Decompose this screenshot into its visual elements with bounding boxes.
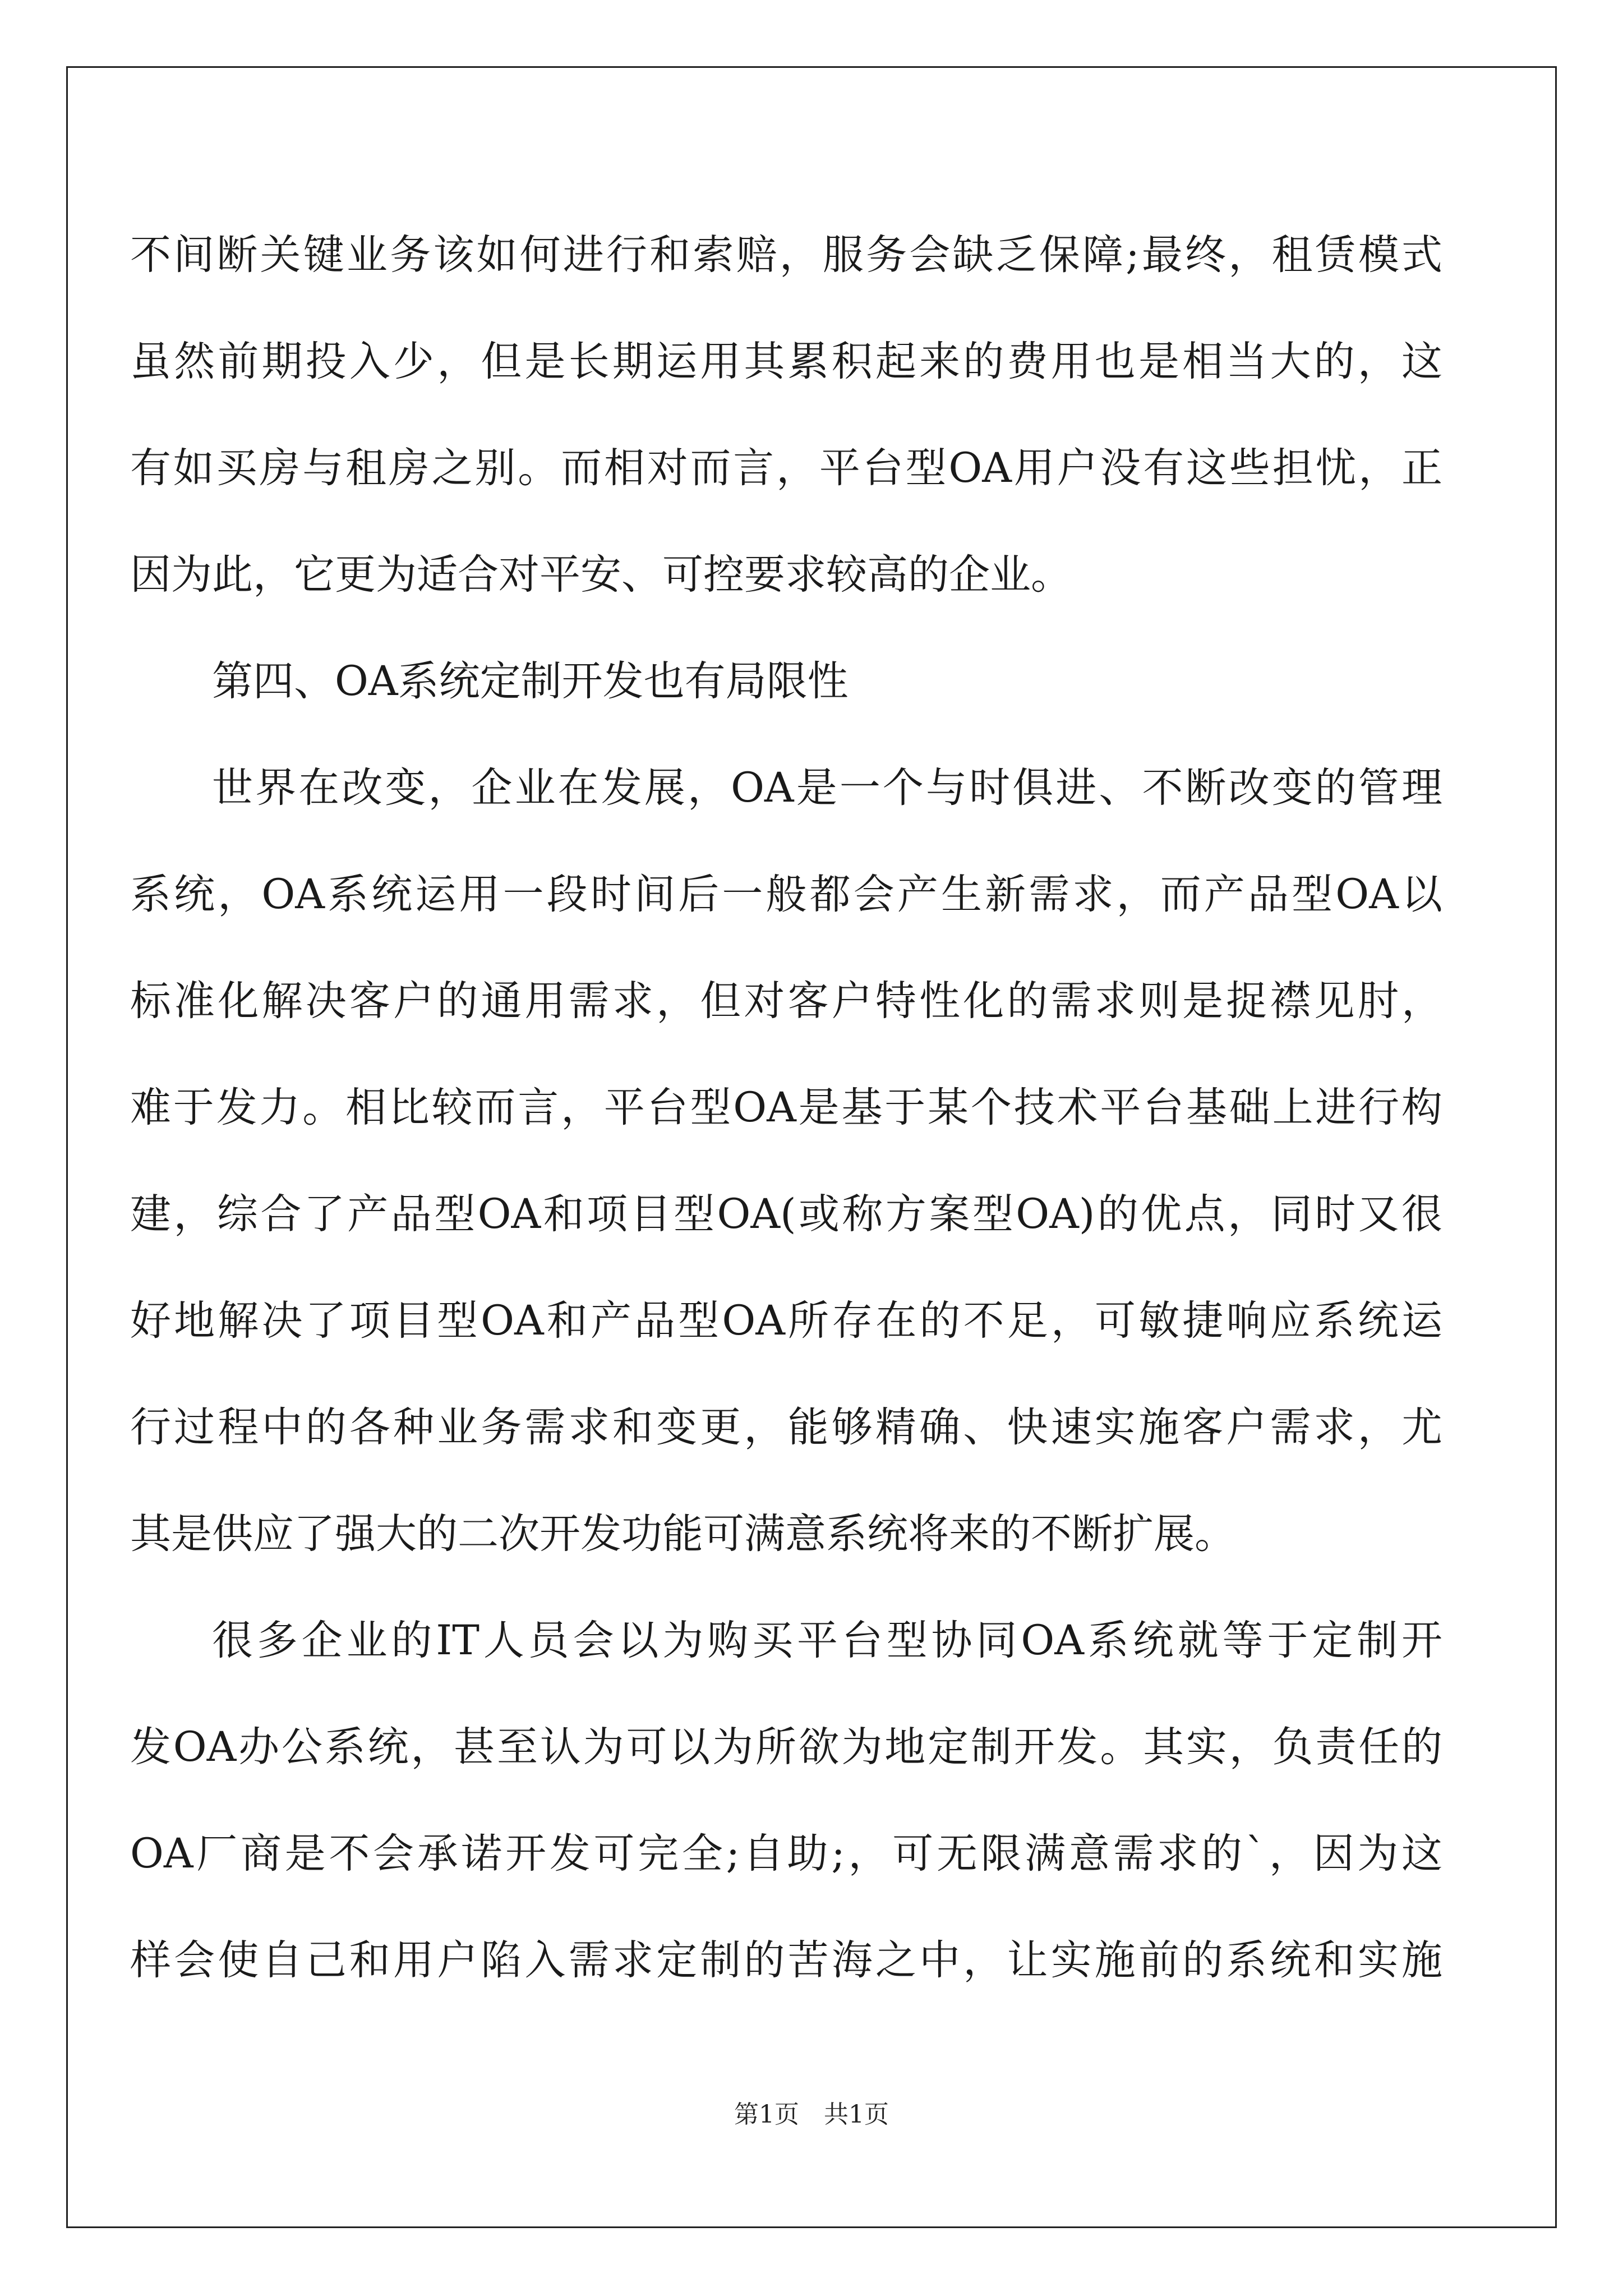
text-line: 发OA办公系统，甚至认为可以为所欲为地定制开发。其实，负责任的 xyxy=(130,1723,1442,1771)
text-line: 建，综合了产品型OA和项目型OA(或称方案型OA)的优点，同时又很 xyxy=(130,1190,1442,1238)
text-line: 因为此，它更为适合对平安、可控要求较高的企业。 xyxy=(130,551,1072,599)
text-line: OA厂商是不会承诺开发可完全;自助;，可无限满意需求的`，因为这 xyxy=(130,1830,1442,1878)
text-line: 系统，OA系统运用一段时间后一般都会产生新需求，而产品型OA以 xyxy=(130,871,1442,918)
text-line: 好地解决了项目型OA和产品型OA所存在的不足，可敏捷响应系统运 xyxy=(130,1297,1442,1345)
text-line: 不间断关键业务该如何进行和索赔，服务会缺乏保障;最终，租赁模式 xyxy=(130,231,1442,279)
text-line: 虽然前期投入少，但是长期运用其累积起来的费用也是相当大的，这 xyxy=(130,338,1442,385)
text-line: 很多企业的IT人员会以为购买平台型协同OA系统就等于定制开 xyxy=(212,1617,1442,1664)
text-line: 样会使自己和用户陷入需求定制的苦海之中，让实施前的系统和实施 xyxy=(130,1936,1442,1984)
section-heading: 第四、OA系统定制开发也有局限性 xyxy=(212,657,849,705)
text-line: 标准化解决客户的通用需求，但对客户特性化的需求则是捉襟见肘， xyxy=(130,977,1442,1025)
text-line: 世界在改变，企业在发展，OA是一个与时俱进、不断改变的管理 xyxy=(212,764,1442,812)
text-line: 有如买房与租房之别。而相对而言，平台型OA用户没有这些担忧，正 xyxy=(130,444,1442,492)
text-line: 其是供应了强大的二次开发功能可满意系统将来的不断扩展。 xyxy=(130,1510,1235,1558)
page-number-footer: 第1页 共1页 xyxy=(734,2100,889,2129)
text-line: 难于发力。相比较而言，平台型OA是基于某个技术平台基础上进行构 xyxy=(130,1084,1442,1131)
text-line: 行过程中的各种业务需求和变更，能够精确、快速实施客户需求，尤 xyxy=(130,1404,1442,1451)
